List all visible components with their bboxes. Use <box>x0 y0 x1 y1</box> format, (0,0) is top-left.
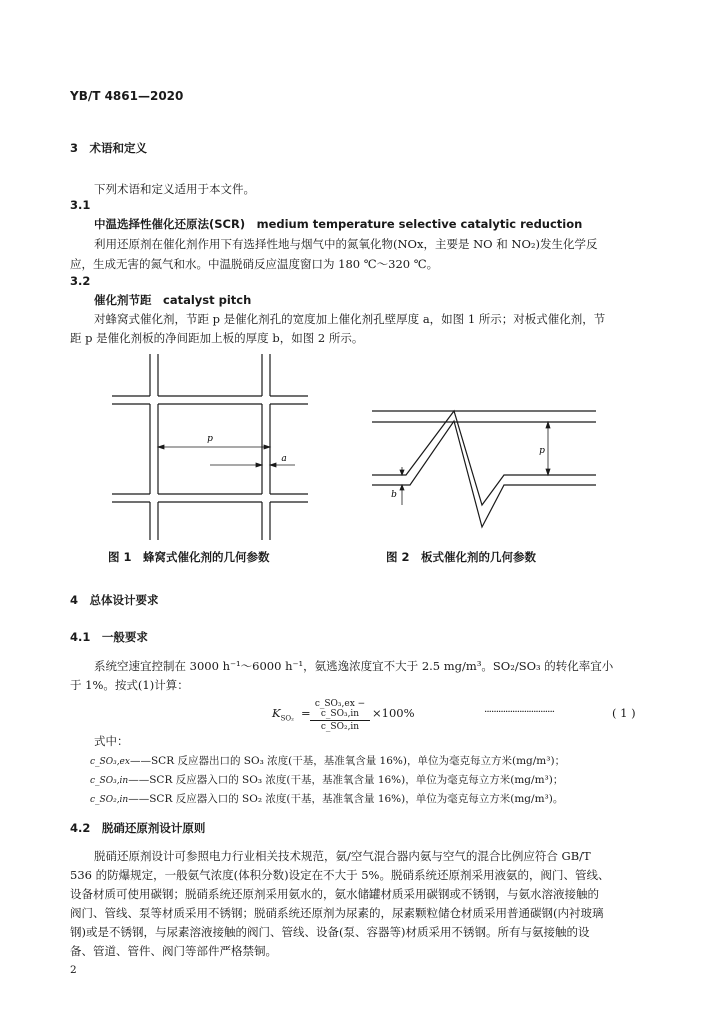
definition-row <box>90 753 565 768</box>
figure-2-plate-diagram <box>370 405 600 535</box>
section-4-2-line: 设备材质可使用碳钢；脱硝系统还原剂采用氨水的，氨水储罐材质采用碳钢或不锈钢，与氨水溶液接触的 <box>70 887 599 901</box>
formula-multiplier: ×100% <box>372 706 415 720</box>
section-4-heading: 4 总体设计要求 <box>70 593 159 607</box>
term-3-1-def-line2: 应，生成无害的氮气和水。中温脱硝反应温度窗口为 180 ℃～320 ℃。 <box>70 257 439 271</box>
definition-symbol: c_SO₂,in <box>90 795 129 805</box>
figure-2-label-p: p <box>539 446 545 456</box>
formula-equals: = <box>301 706 311 720</box>
definition-text: ——SCR 反应器出口的 SO₃ 浓度(干基，基准氧含量 16%)，单位为毫克每立方米(mg/m³)； <box>129 755 566 767</box>
term-3-1-number: 3.1 <box>70 198 91 212</box>
formula-fraction <box>310 699 370 732</box>
section-3-intro: 下列术语和定义适用于本文件。 <box>94 182 255 196</box>
figure-1-honeycomb-diagram <box>110 352 310 542</box>
term-3-2-title: 催化剂节距 catalyst pitch <box>94 293 252 307</box>
section-4-2-line: 备、管道、管件、阀门等部件严格禁铜。 <box>70 944 277 958</box>
definition-row <box>90 791 563 806</box>
term-3-2-def-line2: 距 p 是催化剂板的净间距加上板的厚度 b，如图 2 所示。 <box>70 331 364 345</box>
section-4-2-line: 钢)或是不锈钢，与尿素溶液接触的阀门、管线、设备(泵、容器等)材质采用不锈钢。所有与氨接触的设 <box>70 925 590 939</box>
section-3-heading: 3 术语和定义 <box>70 141 148 155</box>
term-3-2-def-line1: 对蜂窝式催化剂，节距 p 是催化剂孔的宽度加上催化剂孔壁厚度 a，如图 1 所示；对板式催化剂，节 <box>94 312 606 326</box>
standard-code: YB/T 4861—2020 <box>70 89 184 103</box>
formula-leader: ······························ <box>484 706 555 718</box>
formula-number: ( 1 ) <box>612 706 636 720</box>
section-4-2-heading: 4.2 脱硝还原剂设计原则 <box>70 821 206 835</box>
section-4-2-line: 536 的防爆规定，一般氨气浓度(体积分数)设定在不大于 5%。脱硝系统还原剂采用液氨的，阀门、管线、 <box>70 868 610 882</box>
term-3-1-def-line1: 利用还原剂在催化剂作用下有选择性地与烟气中的氮氧化物(NOx，主要是 NO 和 NO₂)发生化学反 <box>94 237 598 251</box>
formula-where: 式中： <box>94 734 129 748</box>
definition-row <box>90 772 563 787</box>
figure-2-caption: 图 2 板式催化剂的几何参数 <box>386 550 537 564</box>
figure-1-label-p: p <box>207 434 213 444</box>
term-3-2-number: 3.2 <box>70 274 91 288</box>
section-4-2-line: 脱硝还原剂设计可参照电力行业相关技术规范，氨/空气混合器内氨与空气的混合比例应符合 GB/T <box>94 849 591 863</box>
definition-text: ——SCR 反应器入口的 SO₃ 浓度(干基，基准氧含量 16%)，单位为毫克每立方米(mg/m³)； <box>128 774 564 786</box>
figure-1-label-a: a <box>281 454 287 464</box>
section-4-1-line2: 于 1%。按式(1)计算： <box>70 678 189 692</box>
formula-denominator: c_SO₂,in <box>320 722 360 732</box>
definition-symbol: c_SO₃,ex <box>90 757 130 767</box>
formula-lhs: $K_{SO_2}$ <box>272 706 294 723</box>
figure-2-label-b: b <box>391 490 397 500</box>
definition-text: ——SCR 反应器入口的 SO₂ 浓度(干基，基准氧含量 16%)，单位为毫克每立方米(mg/m³)。 <box>128 793 564 805</box>
section-4-1-line1: 系统空速宜控制在 3000 h⁻¹～6000 h⁻¹，氨逃逸浓度宜不大于 2.5 mg/m³。SO₂/SO₃ 的转化率宜小 <box>94 659 614 673</box>
term-3-1-title: 中温选择性催化还原法(SCR) medium temperature selective catalytic reduction <box>94 217 583 231</box>
page-number: 2 <box>70 964 77 976</box>
figure-1-caption: 图 1 蜂窝式催化剂的几何参数 <box>108 550 270 564</box>
formula-numerator: c_SO₃,ex − c_SO₃,in <box>310 699 370 721</box>
section-4-1-heading: 4.1 一般要求 <box>70 630 148 644</box>
definition-symbol: c_SO₃,in <box>90 776 129 786</box>
section-4-2-line: 阀门、管线、泵等材质采用不锈钢；脱硝系统还原剂为尿素的，尿素颗粒储仓材质采用普通碳钢(内衬玻璃 <box>70 906 604 920</box>
